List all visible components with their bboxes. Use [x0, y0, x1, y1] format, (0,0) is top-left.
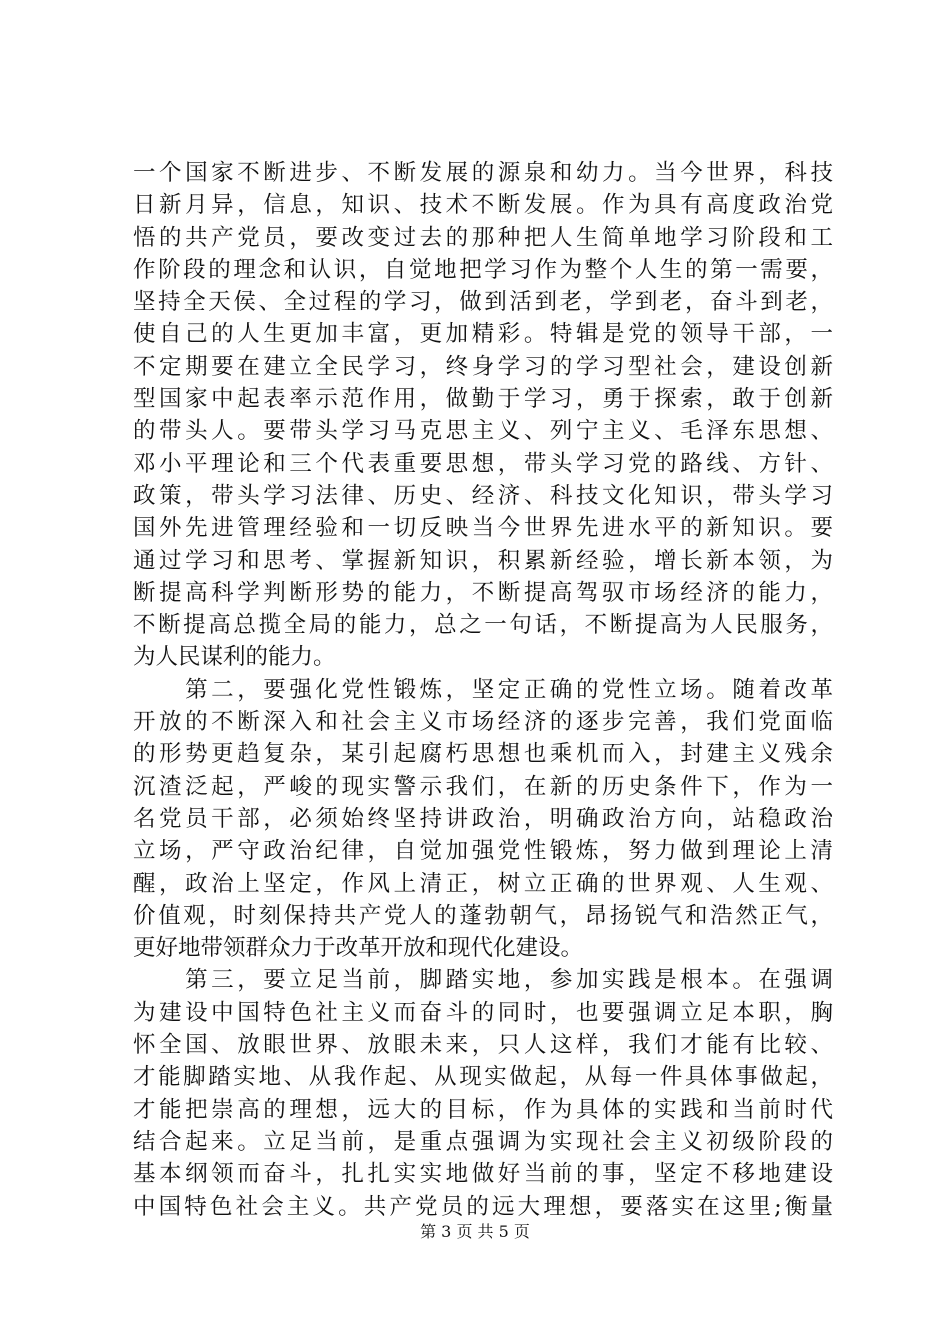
- text-line: 型国家中起表率示范作用，做勤于学习，勇于探索，敢于创新: [133, 386, 833, 413]
- text-line: 价值观，时刻保持共产党人的蓬勃朝气，昂扬锐气和浩然正气，: [133, 902, 833, 929]
- text-line: 不定期要在建立全民学习，终身学习的学习型社会，建设创新: [133, 353, 833, 380]
- text-line: 基本纲领而奋斗，扎扎实实地做好当前的事，坚定不移地建设: [133, 1161, 833, 1188]
- text-line: 结合起来。立足当前，是重点强调为实现社会主义初级阶段的: [133, 1128, 833, 1155]
- text-line: 怀全国、放眼世界、放眼未来，只人这样，我们才能有比较、: [133, 1032, 833, 1059]
- text-line: 断提高科学判断形势的能力，不断提高驾驭市场经济的能力，: [133, 579, 833, 606]
- body-text: [133, 157, 833, 1223]
- text-line: 第三，要立足当前，脚踏实地，参加实践是根本。在强调: [133, 967, 833, 994]
- text-line: 为人民谋利的能力。: [133, 644, 336, 671]
- text-line: 立场，严守政治纪律，自觉加强党性锻炼，努力做到理论上清: [133, 838, 833, 865]
- text-line: 名党员干部，必须始终坚持讲政治，明确政治方向，站稳政治: [133, 805, 833, 832]
- text-line: 更好地带领群众力于改革开放和现代化建设。: [133, 935, 584, 962]
- text-line: 不断提高总揽全局的能力，总之一句话，不断提高为人民服务，: [133, 612, 833, 639]
- text-line: 为建设中国特色社主义而奋斗的同时，也要强调立足本职，胸: [133, 999, 833, 1026]
- text-line: 日新月异，信息，知识、技术不断发展。作为具有高度政治党: [133, 192, 833, 219]
- text-line: 一个国家不断进步、不断发展的源泉和幼力。当今世界，科技: [133, 160, 833, 186]
- text-line: 的形势更趋复杂，某引起腐朽思想也乘机而入，封建主义残余: [133, 741, 833, 768]
- text-line: 中国特色社会主义。共产党员的远大理想，要落实在这里;衡量: [133, 1193, 833, 1220]
- text-line: 通过学习和思考、掌握新知识，积累新经验，增长新本领，为: [133, 547, 833, 574]
- text-line: 的带头人。要带头学习马克思主义、列宁主义、毛泽东思想、: [133, 418, 833, 445]
- text-line: 沉渣泛起，严峻的现实警示我们，在新的历史条件下，作为一: [133, 773, 833, 800]
- text-line: 政策，带头学习法律、历史、经济、科技文化知识，带头学习: [133, 482, 833, 509]
- text-line: 作阶段的理念和认识，自觉地把学习作为整个人生的第一需要，: [133, 256, 833, 283]
- text-line: 国外先进管理经验和一切反映当今世界先进水平的新知识。要: [133, 515, 833, 542]
- text-line: 坚持全天侯、全过程的学习，做到活到老，学到老，奋斗到老，: [133, 289, 833, 316]
- text-line: 开放的不断深入和社会主义市场经济的逐步完善，我们党面临: [133, 709, 833, 736]
- text-line: 悟的共产党员，要改变过去的那种把人生简单地学习阶段和工: [133, 224, 833, 251]
- text-line: 醒，政治上坚定，作风上清正，树立正确的世界观、人生观、: [133, 870, 833, 897]
- page-footer: 第 3 页 共 5 页: [420, 1222, 530, 1241]
- text-line: 第二，要强化党性锻炼，坚定正确的党性立场。随着改革: [133, 676, 833, 703]
- text-line: 才能把崇高的理想，远大的目标，作为具体的实践和当前时代: [133, 1096, 833, 1123]
- text-line: 才能脚踏实地、从我作起、从现实做起，从每一件具体事做起，: [133, 1064, 833, 1091]
- text-line: 使自己的人生更加丰富，更加精彩。特辑是党的领导干部，一: [133, 321, 833, 348]
- text-line: 邓小平理论和三个代表重要思想，带头学习党的路线、方针、: [133, 450, 833, 477]
